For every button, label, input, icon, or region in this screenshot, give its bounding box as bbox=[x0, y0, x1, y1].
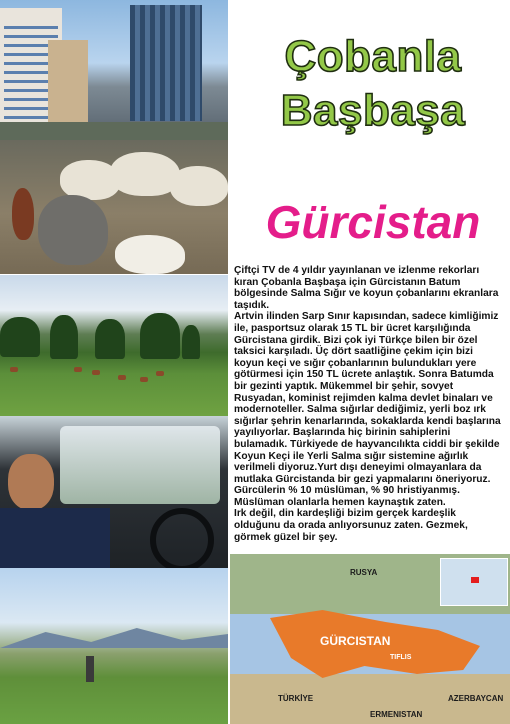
photo-man-in-car bbox=[0, 416, 228, 568]
article-paragraph: Çiftçi TV de 4 yıldır yayınlanan ve izlenme rekorları kıran Çobanla Başbaşa için Gürcistanın Batum bölgesinde Salma Sığır ve koyun çobanlarını ekranlara taşıdık. bbox=[234, 265, 499, 311]
country-title: Gürcistan bbox=[265, 196, 481, 248]
article-body bbox=[234, 265, 504, 543]
photo-goats-sheep bbox=[0, 140, 228, 274]
photo-batumi-buildings bbox=[0, 0, 228, 140]
headline-line-1: Çobanla bbox=[284, 32, 462, 81]
map-label-armenia: ERMENISTAN bbox=[370, 710, 423, 719]
article-paragraph: Irk değil, din kardeşliği bizim gerçek kardeşlik olduğunu da orada anlıyorsunuz zaten. Gezmek, görmek güzel bir şey. bbox=[234, 508, 468, 543]
article-paragraph: Artvin ilinden Sarp Sınır kapısından, sadece kimliğimiz ile, pasportsuz olarak 15 TL bir ücret karşılığında Gürcistana girdik. Bizi çok iyi Türkçe bilen bir özel taksici karşıladı. Üç dört saatliğine çekim için bizi koyun keçi ve sığır çobanlarının bulundukları yere götürmesi için 150 TL ücrete anlaştık. Sonra Batumda bir gezinti yaptık. Mükemmel bir şehir, sovyet Rusyadan, kominist rejimden kalma devlet binaları ve modernoteller. Salma sığırlar dediğimiz, yerli boz ırk sığırlar şehrin kenarlarında, sokaklarda kendi başlarına yayılıyorlar. Başlarında hiç birinin sahiplerini bulamadık. Türkiyede de hayvancılıkta ciddi bir şekilde Koyun Keçi ile Yerli Salma sığır sistemine ağırlık verilmeli diyoruz.Yurt dışı deneyimi olmayanlara da mutlaka Gürcistanda bir gezi yapmalarını öneriyoruz. Gürcülerin % 10 müslüman, % 90 hristiyanmış. Müslüman olanlarla hemen kaynaştık zaten. bbox=[234, 311, 501, 508]
headline-line-2: Başbaşa bbox=[280, 86, 466, 135]
headline bbox=[236, 30, 510, 138]
map-label-russia: RUSYA bbox=[350, 568, 378, 577]
map-inset-locator bbox=[440, 558, 508, 606]
map-label-turkey: TÜRKİYE bbox=[278, 694, 314, 703]
photo-pasture-cattle bbox=[0, 275, 228, 416]
photo-meadow-mountains bbox=[0, 568, 228, 724]
map-label-azerbaijan: AZERBAYCAN bbox=[448, 694, 504, 703]
map-label-tbilisi: TIFLIS bbox=[390, 654, 412, 661]
map-label-georgia: GÜRCISTAN bbox=[320, 634, 391, 648]
